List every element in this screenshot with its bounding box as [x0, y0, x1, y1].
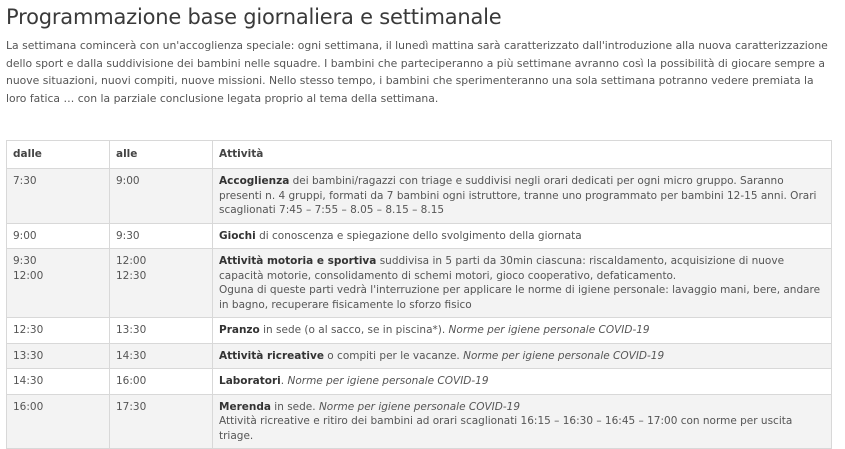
- table-row: [7, 249, 832, 318]
- cell-from: 14:30: [7, 369, 110, 395]
- cell-from: 12:30: [7, 318, 110, 344]
- activity-title: Attività ricreative: [219, 349, 324, 362]
- table-header-row: [7, 141, 832, 169]
- table-row: [7, 223, 832, 249]
- activity-note: Norme per igiene personale COVID-19: [318, 400, 521, 413]
- cell-from: [7, 249, 110, 318]
- cell-activity: [213, 223, 832, 249]
- table-row: [7, 394, 832, 449]
- activity-title: Accoglienza: [219, 175, 290, 187]
- cell-activity: [213, 394, 832, 449]
- header-activity: Attività: [213, 141, 832, 169]
- page-title: Programmazione base giornaliera e settimanale: [6, 5, 502, 29]
- time-from: 9:30: [13, 255, 37, 267]
- cell-activity: [213, 318, 832, 344]
- activity-note: Norme per igiene personale COVID-19: [463, 349, 665, 362]
- activity-text: suddivisa in 5 parti da 30min ciascuna: riscaldamento, acquisizione di nuove capacità motorie, consolidamento di schemi motori, gioco cooperativo, defaticamento.: [219, 255, 785, 282]
- cell-from: 13:30: [7, 343, 110, 369]
- cell-activity: [213, 169, 832, 224]
- activity-text-2: Attività ricreative e ritiro dei bambini ad orari scaglionati 16:15 – 16:30 – 16:45 – 17:00 con norme per uscita triage.: [219, 415, 793, 442]
- cell-to: 9:30: [110, 223, 213, 249]
- activity-title: Pranzo: [219, 324, 260, 336]
- activity-title: Giochi: [219, 229, 256, 242]
- cell-activity: [213, 249, 832, 318]
- time-to-2: 12:30: [116, 269, 147, 282]
- header-to: alle: [110, 141, 213, 169]
- cell-from: 7:30: [7, 169, 110, 224]
- activity-title: Attività motoria e sportiva: [219, 255, 377, 267]
- activity-text: di conoscenza e spiegazione dello svolgimento della giornata: [255, 229, 582, 242]
- cell-activity: [213, 369, 832, 395]
- cell-activity: [213, 343, 832, 369]
- activity-text: .: [280, 375, 288, 387]
- cell-from: 9:00: [7, 223, 110, 249]
- table-row: [7, 169, 832, 224]
- activity-text: in sede (o al sacco, se in piscina*).: [259, 324, 449, 336]
- activity-text: dei bambini/ragazzi con triage e suddivisi negli orari dedicati per ogni micro gruppo. Saranno presenti n. 4 gruppi, formati da 7 bambini ogni istruttore, tranne uno programmato per bambini 12-15 anni. Orari scaglionati 7:45 – 7:55 – 8.05 – 8.15 – 8.15: [219, 175, 817, 216]
- schedule-table: [6, 140, 832, 449]
- activity-note: Norme per igiene personale COVID-19: [448, 324, 650, 336]
- cell-to: 14:30: [110, 343, 213, 369]
- cell-to: 17:30: [110, 394, 213, 449]
- activity-text: o compiti per le vacanze.: [323, 349, 464, 362]
- table-row: [7, 343, 832, 369]
- time-from-2: 12:00: [13, 269, 44, 282]
- activity-text: in sede.: [270, 400, 319, 413]
- activity-note: Norme per igiene personale COVID-19: [287, 375, 489, 387]
- cell-to: [110, 249, 213, 318]
- cell-to: 9:00: [110, 169, 213, 224]
- activity-title: Laboratori: [219, 375, 281, 387]
- cell-from: 16:00: [7, 394, 110, 449]
- header-from: dalle: [7, 141, 110, 169]
- cell-to: 16:00: [110, 369, 213, 395]
- intro-paragraph: La settimana comincerà con un'accoglienza speciale: ogni settimana, il lunedì mattina sarà caratterizzato dall'introduzione alla nuova caratterizzazione dello sport e dalla suddivisione dei bambini nelle squadre. I bambini che parteciperanno a più settimane avranno così la possibilità di giocare sempre a nuove situazioni, nuovi compiti, nuove missioni. Nello stesso tempo, i bambini che sperimenteranno una sola settimana potranno vedere premiata la loro fatica … con la parziale conclusione legata proprio al tema della settimana.: [6, 39, 828, 105]
- table-row: [7, 369, 832, 395]
- time-to: 12:00: [116, 255, 147, 267]
- cell-to: 13:30: [110, 318, 213, 344]
- table-row: [7, 318, 832, 344]
- activity-text-2: Oguna di queste parti vedrà l'interruzione per applicare le norme di igiene personale: lavaggio mani, bere, andare in bagno, recuperare fisicamente lo sforzo fisico: [219, 284, 821, 311]
- activity-title: Merenda: [219, 400, 271, 413]
